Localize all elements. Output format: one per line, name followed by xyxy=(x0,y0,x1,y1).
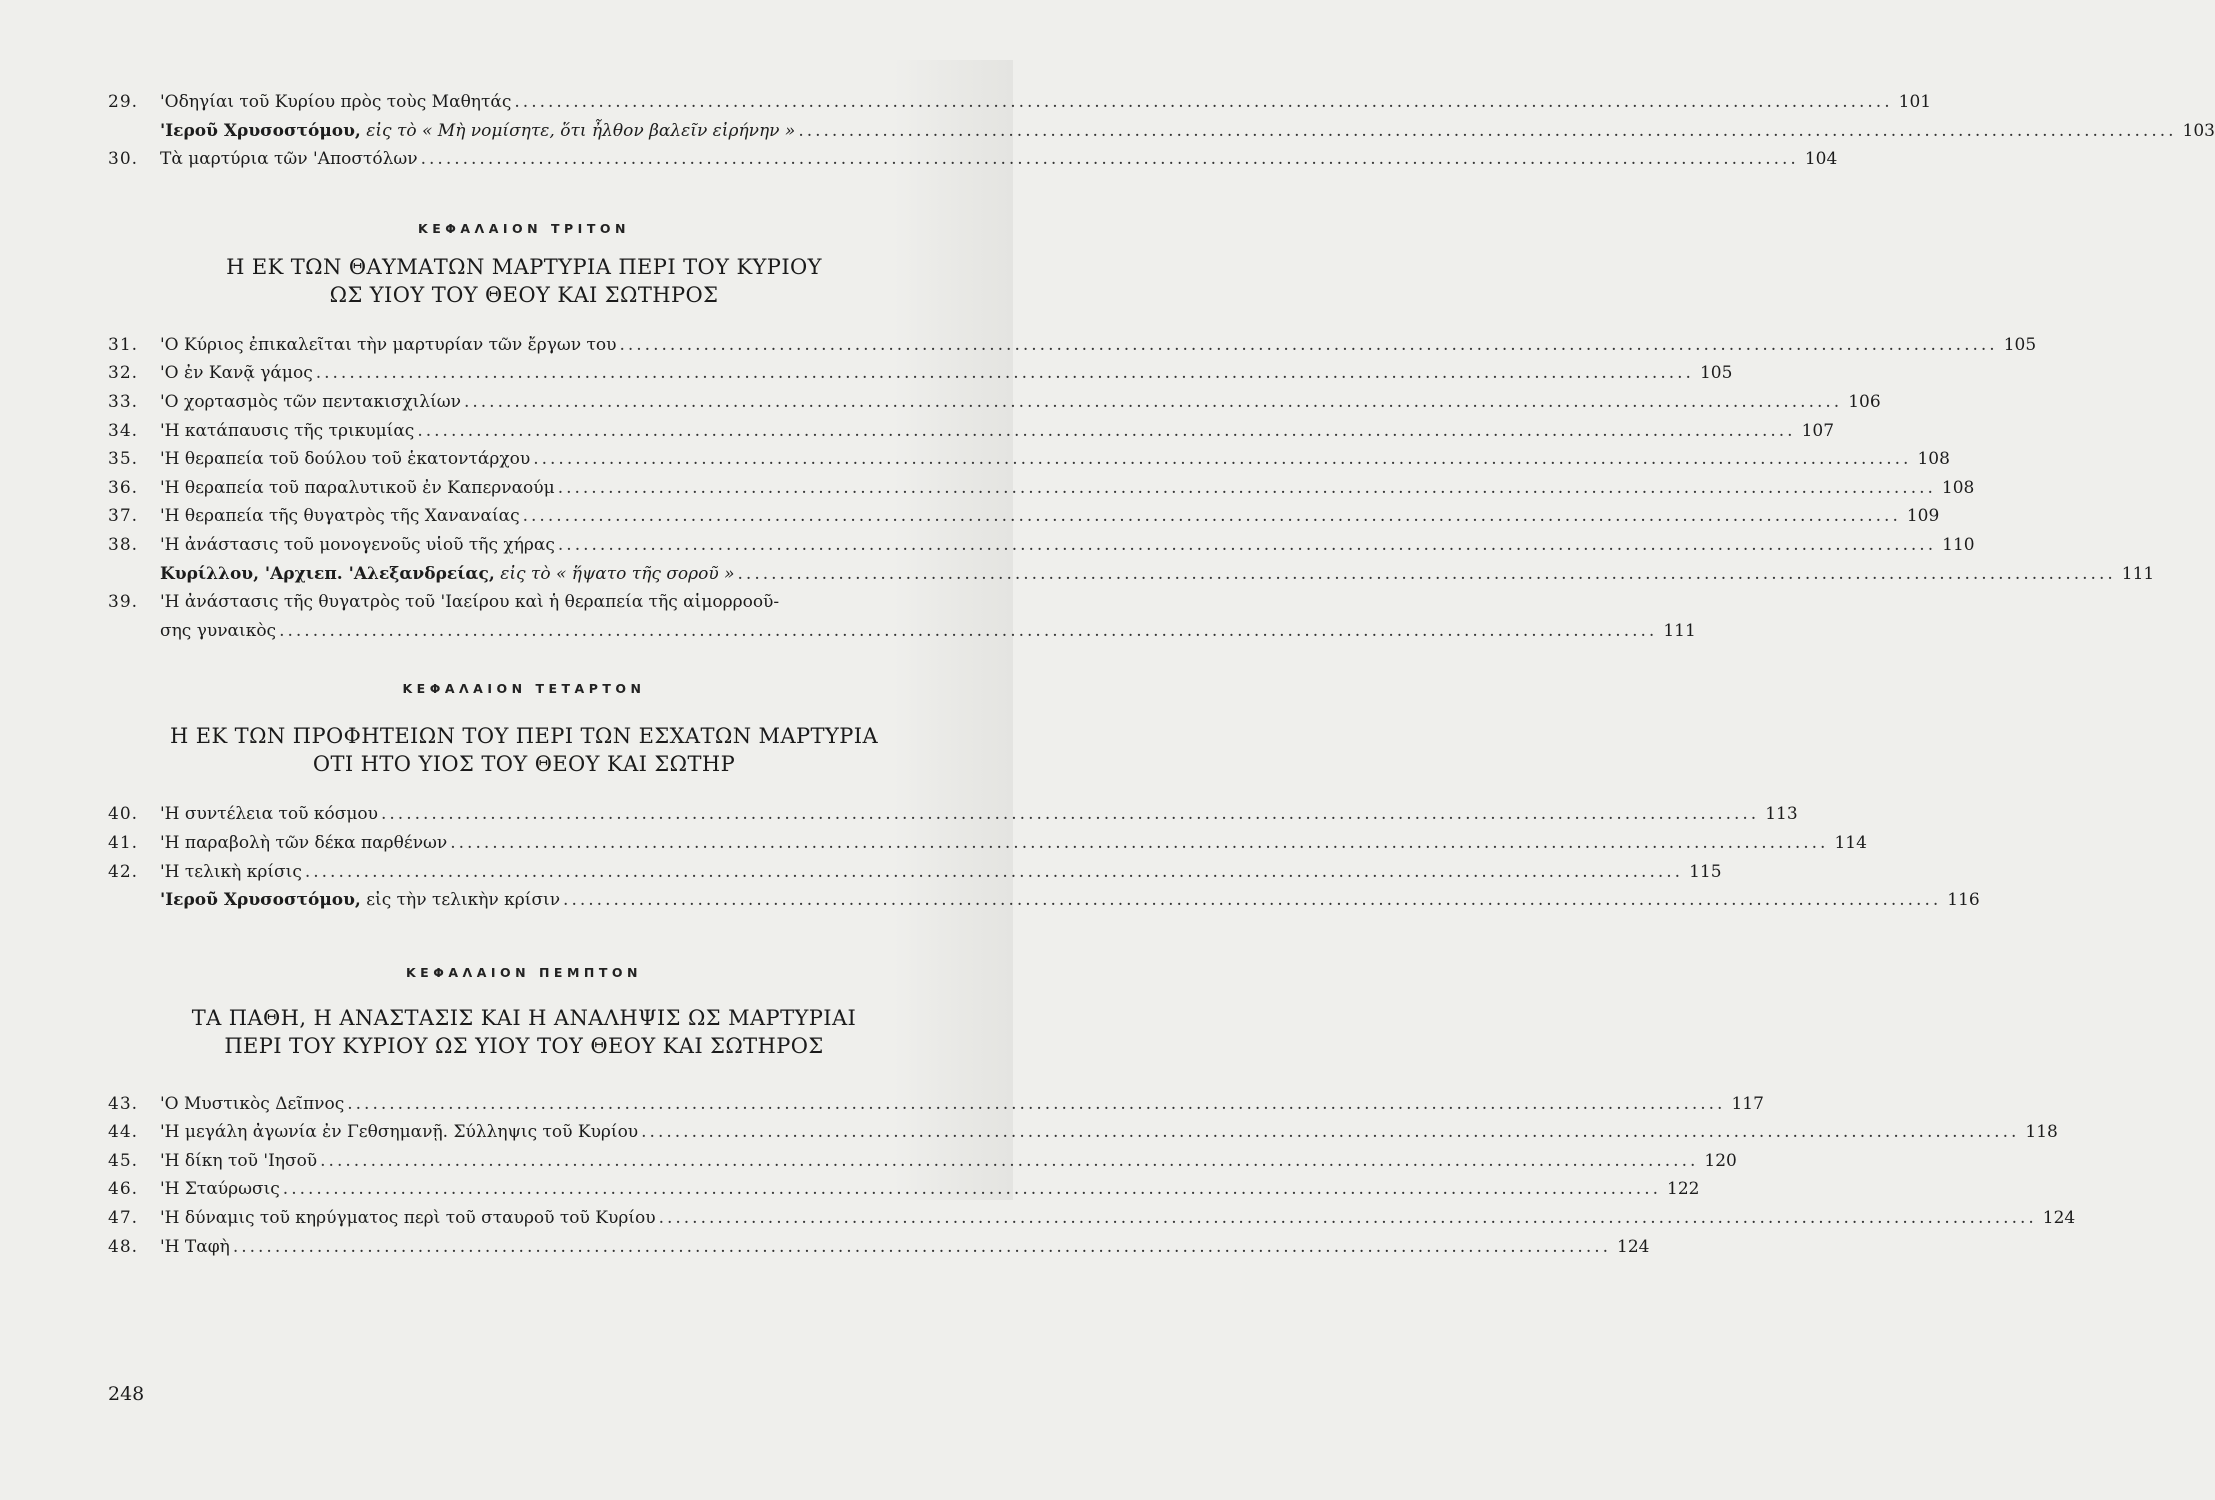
leader-dots xyxy=(464,388,1842,417)
entry-page: 109 xyxy=(1906,506,1940,527)
entry-title: 'Η παραβολὴ τῶν δέκα παρθένων xyxy=(160,832,448,853)
entry-page: 124 xyxy=(1617,1236,1650,1257)
entry-title-line2 xyxy=(160,617,1696,646)
entry-page: 116 xyxy=(1947,890,1980,911)
leader-dots xyxy=(619,331,1997,360)
chapter-title-line: Η ΕΚ ΤΩΝ ΘΑΥΜΑΤΩΝ ΜΑΡΤΥΡΙΑ ΠΕΡΙ ΤΟΥ ΚΥΡΙΟΥ xyxy=(226,254,822,279)
toc-entry-wrapped xyxy=(108,588,1696,645)
entry-page: 120 xyxy=(1704,1150,1737,1171)
entry-number: 39. xyxy=(108,592,139,613)
toc-entry xyxy=(108,331,2037,360)
leader-dots xyxy=(558,474,1936,503)
entry-page: 118 xyxy=(2025,1122,2058,1143)
toc-entry xyxy=(108,388,1881,417)
toc-entry xyxy=(108,1118,2058,1147)
entry-page: 115 xyxy=(1689,861,1722,882)
entry-number: 46. xyxy=(108,1179,139,1200)
entry-page: 117 xyxy=(1731,1093,1764,1114)
leader-dots xyxy=(798,117,2176,146)
entry-page: 104 xyxy=(1804,149,1838,170)
toc-entry xyxy=(108,858,1722,887)
chapter-title-line: ΟΤΙ ΗΤΟ ΥΙΟΣ ΤΟΥ ΘΕΟΥ ΚΑΙ ΣΩΤΗΡ xyxy=(312,752,736,777)
entry-page: 108 xyxy=(1917,449,1950,470)
entry-title: 'Ο ἐν Κανᾷ γάμος xyxy=(160,363,313,384)
entry-title xyxy=(160,886,560,915)
entry-number: 30. xyxy=(108,149,139,170)
toc-chapter3-entries xyxy=(108,331,2155,646)
toc-entry xyxy=(108,445,1950,474)
leader-dots xyxy=(233,1233,1611,1262)
toc-entry xyxy=(108,1204,2076,1233)
entry-page: 108 xyxy=(1941,477,1975,498)
entry-body xyxy=(160,588,1696,645)
chapter-title-line: ΠΕΡΙ ΤΟΥ ΚΥΡΙΟΥ ΩΣ ΥΙΟΥ ΤΟΥ ΘΕΟΥ ΚΑΙ ΣΩΤΗΡΟΣ xyxy=(224,1033,824,1058)
chapter-title-line: ΩΣ ΥΙΟΥ ΤΟΥ ΘΕΟΥ ΚΑΙ ΣΩΤΗΡΟΣ xyxy=(329,282,719,307)
toc-entry xyxy=(108,1090,1764,1119)
leader-dots xyxy=(421,145,1799,174)
leader-dots xyxy=(450,829,1828,858)
leader-dots xyxy=(563,886,1941,915)
entry-title: 'Η θεραπεία τοῦ παραλυτικοῦ ἐν Καπερναούμ xyxy=(160,477,555,498)
toc-entry xyxy=(108,1147,1737,1176)
entry-page: 111 xyxy=(1663,620,1696,641)
entry-page: 111 xyxy=(2121,563,2155,584)
toc-entry xyxy=(108,474,1975,503)
entry-page: 110 xyxy=(1942,534,1975,555)
leader-dots xyxy=(523,502,1901,531)
chapter-label: ΚΕΦΑΛΑΙΟΝ ΤΕΤΑΡΤΟΝ xyxy=(402,681,646,697)
leader-dots xyxy=(347,1090,1725,1119)
entry-title: 'Η Ταφὴ xyxy=(160,1236,230,1257)
toc-entry-patristic xyxy=(108,117,2215,146)
entry-page: 114 xyxy=(1834,832,1867,853)
leader-dots xyxy=(305,858,1683,887)
leader-dots xyxy=(283,1175,1661,1204)
entry-page: 105 xyxy=(2003,334,2037,355)
author-name: Κυρίλλου, 'Αρχιεπ. 'Αλεξανδρείας, xyxy=(160,563,495,584)
leader-dots xyxy=(738,560,2116,589)
entry-title-line1: 'Η ἀνάστασις τῆς θυγατρὸς τοῦ 'Ιαείρου καὶ ἡ θεραπεία τῆς αἱμορροοῦ- xyxy=(160,592,780,613)
toc-entry xyxy=(108,145,1838,174)
entry-number: 40. xyxy=(108,804,139,825)
entry-title: 'Η μεγάλη ἀγωνία ἐν Γεθσημανῇ. Σύλληψις τοῦ Κυρίου xyxy=(160,1122,639,1143)
entry-page: 103 xyxy=(2182,120,2215,141)
toc-section-continued xyxy=(108,88,2215,174)
entry-number: 42. xyxy=(108,861,139,882)
entry-page: 107 xyxy=(1801,420,1835,441)
work-title: εἰς τὴν τελικὴν κρίσιν xyxy=(360,890,561,911)
entry-number: 45. xyxy=(108,1150,139,1171)
toc-entry xyxy=(108,1233,1650,1262)
toc-entry xyxy=(108,829,1867,858)
leader-dots xyxy=(381,800,1759,829)
toc-entry-patristic xyxy=(108,886,1980,915)
entry-number: 35. xyxy=(108,449,139,470)
entry-page: 105 xyxy=(1699,363,1733,384)
entry-title xyxy=(160,117,795,146)
page-number: 248 xyxy=(108,1383,145,1405)
toc-entry xyxy=(108,531,1975,560)
toc-entry xyxy=(108,502,1940,531)
entry-number: 29. xyxy=(108,92,139,112)
entry-title: 'Η θεραπεία τοῦ δούλου τοῦ ἑκατοντάρχου xyxy=(160,449,531,470)
toc-chapter5-entries xyxy=(108,1090,2076,1262)
entry-title: 'Ο Κύριος ἐπικαλεῖται τὴν μαρτυρίαν τῶν ἔργων του xyxy=(160,334,617,355)
entry-title: 'Η δύναμις τοῦ κηρύγματος περὶ τοῦ σταυροῦ τοῦ Κυρίου xyxy=(160,1208,656,1229)
chapter-label: ΚΕΦΑΛΑΙΟΝ ΠΕΜΠΤΟΝ xyxy=(406,964,642,980)
entry-number: 36. xyxy=(108,477,139,498)
work-title: εἰς τὸ « ἥψατο τῆς σοροῦ » xyxy=(494,563,735,584)
entry-title: Τὰ μαρτύρια τῶν 'Αποστόλων xyxy=(160,149,418,170)
author-name: 'Ιεροῦ Χρυσοστόμου, xyxy=(160,890,361,911)
entry-number: 44. xyxy=(108,1122,139,1143)
work-title: εἰς τὸ « Μὴ νομίσητε, ὅτι ἦλθον βαλεῖν εἰρήνην » xyxy=(360,120,796,141)
entry-number: 34. xyxy=(108,420,139,441)
toc-page xyxy=(108,88,2215,1261)
entry-number: 43. xyxy=(108,1093,139,1114)
entry-title: 'Η τελικὴ κρίσις xyxy=(160,861,302,882)
toc-entry xyxy=(108,88,1932,117)
entry-number: 37. xyxy=(108,506,139,527)
leader-dots xyxy=(533,445,1911,474)
leader-dots xyxy=(514,88,1892,117)
chapter-title-line: ΤΑ ΠΑΘΗ, Η ΑΝΑΣΤΑΣΙΣ ΚΑΙ Η ΑΝΑΛΗΨΙΣ ΩΣ ΜΑΡΤΥΡΙΑΙ xyxy=(191,1005,857,1030)
toc-chapter4-entries xyxy=(108,800,1980,914)
entry-number: 48. xyxy=(108,1236,139,1257)
entry-number: 41. xyxy=(108,832,139,853)
toc-entry xyxy=(108,800,1798,829)
entry-title: 'Η κατάπαυσις τῆς τρικυμίας xyxy=(160,420,415,441)
leader-dots xyxy=(316,359,1694,388)
leader-dots xyxy=(558,531,1936,560)
author-name: 'Ιεροῦ Χρυσοστόμου, xyxy=(160,120,361,141)
entry-title: 'Η συντέλεια τοῦ κόσμου xyxy=(160,804,378,825)
entry-page: 101 xyxy=(1898,92,1932,112)
entry-number: 33. xyxy=(108,391,139,412)
entry-page: 122 xyxy=(1667,1179,1700,1200)
entry-number: 47. xyxy=(108,1208,139,1229)
entry-number: 32. xyxy=(108,363,139,384)
entry-page: 106 xyxy=(1848,391,1881,412)
toc-entry xyxy=(108,359,1733,388)
entry-number: 31. xyxy=(108,334,139,355)
entry-title: 'Ο χορτασμὸς τῶν πεντακισχιλίων xyxy=(160,391,461,412)
entry-number: 38. xyxy=(108,534,139,555)
toc-entry xyxy=(108,1175,1700,1204)
leader-dots xyxy=(417,417,1795,446)
entry-title: 'Η Σταύρωσις xyxy=(160,1179,280,1200)
entry-title xyxy=(160,560,735,589)
entry-page: 124 xyxy=(2042,1208,2076,1229)
toc-entry xyxy=(108,417,1835,446)
entry-page: 113 xyxy=(1765,804,1798,825)
leader-dots xyxy=(659,1204,2037,1233)
leader-dots xyxy=(641,1118,2019,1147)
entry-title: 'Οδηγίαι τοῦ Κυρίου πρὸς τοὺς Μαθητάς xyxy=(160,92,512,112)
toc-entry-patristic xyxy=(108,560,2155,589)
entry-title: 'Ο Μυστικὸς Δεῖπνος xyxy=(160,1093,345,1114)
leader-dots xyxy=(320,1147,1698,1176)
entry-title: 'Η θεραπεία τῆς θυγατρὸς τῆς Χαναναίας xyxy=(160,506,520,527)
entry-title: 'Η ἀνάστασις τοῦ μονογενοῦς υἱοῦ τῆς χήρας xyxy=(160,534,555,555)
chapter-label: ΚΕΦΑΛΑΙΟΝ ΤΡΙΤΟΝ xyxy=(418,220,630,236)
leader-dots xyxy=(279,617,1657,646)
chapter-title-line: Η ΕΚ ΤΩΝ ΠΡΟΦΗΤΕΙΩΝ ΤΟΥ ΠΕΡΙ ΤΩΝ ΕΣΧΑΤΩΝ ΜΑΡΤΥΡΙΑ xyxy=(169,724,879,749)
entry-title: 'Η δίκη τοῦ 'Ιησοῦ xyxy=(160,1150,318,1171)
entry-title-continued: σης γυναικὸς xyxy=(160,620,277,641)
